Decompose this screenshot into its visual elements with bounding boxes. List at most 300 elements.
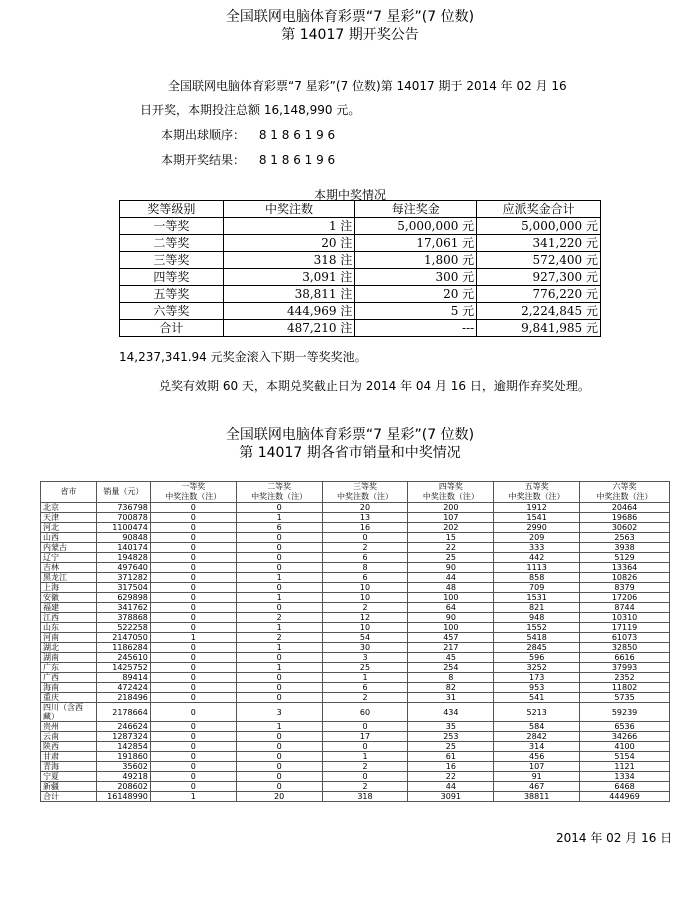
winner-count-cell: 2563 (580, 533, 670, 543)
province-name-cell: 辽宁 (41, 553, 97, 563)
winner-count-cell: 0 (150, 643, 236, 653)
prize-row (120, 286, 601, 303)
province-row (41, 762, 670, 772)
winner-count-cell: 6 (322, 553, 408, 563)
province-name-cell: 宁夏 (41, 772, 97, 782)
winner-count-cell: 1 (236, 722, 322, 732)
winner-count-cell: 1 (236, 513, 322, 523)
tier-unit: 中奖注数（注） (508, 492, 565, 501)
prize-cell: 2,224,845 元 (477, 303, 601, 320)
prize-cell: 20 元 (355, 286, 477, 303)
prize-cell: 1,800 元 (355, 252, 477, 269)
winner-count-cell: 0 (236, 782, 322, 792)
draw-result-label: 本期开奖结果： (161, 153, 246, 167)
prize-row (120, 303, 601, 320)
prize-table-body (120, 218, 601, 337)
winner-count-cell: 584 (494, 722, 580, 732)
header-cell: 应派奖金合计 (477, 201, 601, 218)
prize-cell: 776,220 元 (477, 286, 601, 303)
sales-cell: 1287324 (96, 732, 150, 742)
winner-count-cell: 2 (236, 613, 322, 623)
winner-count-cell: 0 (150, 513, 236, 523)
winner-count-cell: 434 (408, 703, 494, 722)
province-row (41, 742, 670, 752)
winner-count-cell: 0 (236, 752, 322, 762)
winner-count-cell: 200 (408, 503, 494, 513)
winner-count-cell: 1 (150, 633, 236, 643)
sales-cell: 208602 (96, 782, 150, 792)
province-row (41, 633, 670, 643)
winner-count-cell: 0 (322, 742, 408, 752)
province-name-cell: 江西 (41, 613, 97, 623)
winner-count-cell: 30 (322, 643, 408, 653)
winner-count-cell: 19686 (580, 513, 670, 523)
prize-cell: 五等奖 (120, 286, 224, 303)
prize-cell: 17,061 元 (355, 235, 477, 252)
province-name-cell: 湖南 (41, 653, 97, 663)
winner-count-cell: 0 (236, 653, 322, 663)
winner-count-cell: 6536 (580, 722, 670, 732)
winner-count-cell: 0 (150, 553, 236, 563)
province-section-subtitle: 第 14017 期各省市销量和中奖情况 (239, 445, 461, 461)
winner-count-cell: 38811 (494, 792, 580, 802)
winner-count-cell: 1 (236, 623, 322, 633)
winner-count-cell: 32850 (580, 643, 670, 653)
draw-order-value: 8 1 8 6 1 9 6 (258, 128, 336, 142)
sales-cell: 317504 (96, 583, 150, 593)
prize-cell: 318 注 (223, 252, 355, 269)
winner-count-cell: 59239 (580, 703, 670, 722)
province-row (41, 663, 670, 673)
winner-count-cell: 37993 (580, 663, 670, 673)
province-row (41, 593, 670, 603)
province-name-cell: 合计 (41, 792, 97, 802)
province-name-cell: 湖北 (41, 643, 97, 653)
prize-cell: 487,210 注 (223, 320, 355, 337)
tier-name: 五等奖 (524, 482, 549, 491)
winner-count-cell: 35 (408, 722, 494, 732)
tier-unit: 中奖注数（注） (596, 492, 653, 501)
winner-count-cell: 253 (408, 732, 494, 742)
sales-cell: 522258 (96, 623, 150, 633)
winner-count-cell: 0 (150, 523, 236, 533)
tier-header (408, 482, 494, 503)
sales-cell: 629898 (96, 593, 150, 603)
winner-count-cell: 91 (494, 772, 580, 782)
prize-cell: 444,969 注 (223, 303, 355, 320)
tier-header (580, 482, 670, 503)
winner-count-cell: 0 (150, 683, 236, 693)
province-name-cell: 重庆 (41, 693, 97, 703)
draw-order-row (161, 126, 335, 143)
sales-cell: 1425752 (96, 663, 150, 673)
province-row (41, 782, 670, 792)
tier-header (236, 482, 322, 503)
winner-count-cell: 0 (236, 603, 322, 613)
winner-count-cell: 0 (236, 732, 322, 742)
winner-count-cell: 64 (408, 603, 494, 613)
winner-count-cell: 31 (408, 693, 494, 703)
province-name-cell: 内蒙古 (41, 543, 97, 553)
winner-count-cell: 15 (408, 533, 494, 543)
prize-row (120, 252, 601, 269)
province-row (41, 772, 670, 782)
winner-count-cell: 8 (322, 563, 408, 573)
winner-count-cell: 0 (150, 703, 236, 722)
winner-count-cell: 0 (236, 683, 322, 693)
winner-count-cell: 2 (322, 543, 408, 553)
prize-table-caption: 本期中奖情况 (313, 188, 386, 202)
winner-count-cell: 6 (236, 523, 322, 533)
province-row (41, 603, 670, 613)
winner-count-cell: 0 (150, 663, 236, 673)
winner-count-cell: 107 (494, 762, 580, 772)
winner-count-cell: 0 (150, 762, 236, 772)
winner-count-cell: 6468 (580, 782, 670, 792)
winner-count-cell: 0 (236, 533, 322, 543)
winner-count-cell: 5735 (580, 693, 670, 703)
winner-count-cell: 10826 (580, 573, 670, 583)
winner-count-cell: 100 (408, 623, 494, 633)
province-name-cell: 福建 (41, 603, 97, 613)
winner-count-cell: 0 (150, 573, 236, 583)
province-row (41, 703, 670, 722)
sales-cell: 2147050 (96, 633, 150, 643)
tier-unit: 中奖注数（注） (165, 492, 222, 501)
winner-count-cell: 0 (322, 722, 408, 732)
winner-count-cell: 5213 (494, 703, 580, 722)
province-row (41, 673, 670, 683)
winner-count-cell: 10310 (580, 613, 670, 623)
province-name-cell: 新疆 (41, 782, 97, 792)
prize-cell: 341,220 元 (477, 235, 601, 252)
prize-row (120, 320, 601, 337)
province-row (41, 563, 670, 573)
province-row (41, 553, 670, 563)
province-name-cell: 广西 (41, 673, 97, 683)
province-name-cell: 四川（含西藏） (41, 703, 97, 722)
province-name-cell: 天津 (41, 513, 97, 523)
province-row (41, 613, 670, 623)
winner-count-cell: 1334 (580, 772, 670, 782)
winner-count-cell: 0 (150, 673, 236, 683)
tier-name: 六等奖 (612, 482, 637, 491)
winner-count-cell: 0 (150, 732, 236, 742)
province-name-cell: 山东 (41, 623, 97, 633)
winner-count-cell: 6 (322, 683, 408, 693)
winner-count-cell: 444969 (580, 792, 670, 802)
winner-count-cell: 6 (322, 573, 408, 583)
winner-count-cell: 3252 (494, 663, 580, 673)
province-row (41, 533, 670, 543)
prize-cell: 38,811 注 (223, 286, 355, 303)
winner-count-cell: 953 (494, 683, 580, 693)
winner-count-cell: 107 (408, 513, 494, 523)
province-name-cell: 贵州 (41, 722, 97, 732)
province-row (41, 573, 670, 583)
winner-count-cell: 0 (236, 673, 322, 683)
tier-header (494, 482, 580, 503)
tier-name: 一等奖 (181, 482, 206, 491)
winner-count-cell: 25 (322, 663, 408, 673)
sales-cell: 16148990 (96, 792, 150, 802)
sales-cell: 142854 (96, 742, 150, 752)
prize-row (120, 269, 601, 286)
prize-cell: 3,091 注 (223, 269, 355, 286)
winner-count-cell: 0 (150, 693, 236, 703)
winner-count-cell: 1552 (494, 623, 580, 633)
prize-cell: 20 注 (223, 235, 355, 252)
sales-cell: 246624 (96, 722, 150, 732)
winner-count-cell: 2 (322, 693, 408, 703)
sales-cell: 90848 (96, 533, 150, 543)
province-row (41, 683, 670, 693)
province-name-cell: 海南 (41, 683, 97, 693)
intro-line-1: 全国联网电脑体育彩票“7 星彩”(7 位数)第 14017 期于 2014 年 02 月 16 (168, 79, 567, 93)
tier-name: 四等奖 (438, 482, 463, 491)
winner-count-cell: 17 (322, 732, 408, 742)
winner-count-cell: 0 (150, 603, 236, 613)
header-cell: 中奖注数 (223, 201, 355, 218)
winner-count-cell: 61073 (580, 633, 670, 643)
tier-name: 三等奖 (352, 482, 377, 491)
prize-table-header (120, 201, 601, 218)
province-name-cell: 河南 (41, 633, 97, 643)
winner-count-cell: 5154 (580, 752, 670, 762)
province-name-cell: 甘肃 (41, 752, 97, 762)
winner-count-cell: 6616 (580, 653, 670, 663)
prize-cell: 二等奖 (120, 235, 224, 252)
prize-cell: 9,841,985 元 (477, 320, 601, 337)
sales-cell: 341762 (96, 603, 150, 613)
province-row (41, 693, 670, 703)
winner-count-cell: 61 (408, 752, 494, 762)
prize-cell: --- (355, 320, 477, 337)
winner-count-cell: 0 (322, 533, 408, 543)
winner-count-cell: 0 (150, 593, 236, 603)
winner-count-cell: 44 (408, 782, 494, 792)
footer-date: 2014 年 02 月 16 日 (556, 831, 673, 845)
prize-cell: 572,400 元 (477, 252, 601, 269)
province-name-cell: 广东 (41, 663, 97, 673)
winner-count-cell: 1531 (494, 593, 580, 603)
announcement-title: 全国联网电脑体育彩票“7 星彩”(7 位数) (225, 9, 475, 25)
winner-count-cell: 0 (236, 553, 322, 563)
winner-count-cell: 82 (408, 683, 494, 693)
winner-count-cell: 0 (150, 752, 236, 762)
province-name-cell: 青海 (41, 762, 97, 772)
winner-count-cell: 1 (236, 643, 322, 653)
winner-count-cell: 34266 (580, 732, 670, 742)
tier-header (150, 482, 236, 503)
winner-count-cell: 0 (236, 693, 322, 703)
winner-count-cell: 1 (322, 673, 408, 683)
winner-count-cell: 20464 (580, 503, 670, 513)
winner-count-cell: 0 (150, 563, 236, 573)
intro-line-2: 日开奖，本期投注总额 16,148,990 元。 (140, 103, 361, 117)
province-row (41, 643, 670, 653)
winner-count-cell: 2842 (494, 732, 580, 742)
expiry-note: 兑奖有效期 60 天，本期兑奖截止日为 2014 年 04 月 16 日，逾期作弃奖处理。 (159, 379, 590, 393)
province-row (41, 732, 670, 742)
prize-cell: 5,000,000 元 (355, 218, 477, 235)
winner-count-cell: 8 (408, 673, 494, 683)
province-name-cell: 吉林 (41, 563, 97, 573)
winner-count-cell: 1 (150, 792, 236, 802)
winner-count-cell: 5418 (494, 633, 580, 643)
prize-cell: 一等奖 (120, 218, 224, 235)
province-name-cell: 山西 (41, 533, 97, 543)
winner-count-cell: 0 (150, 533, 236, 543)
winner-count-cell: 333 (494, 543, 580, 553)
prize-table (119, 200, 601, 337)
draw-order-label: 本期出球顺序： (161, 128, 246, 142)
winner-count-cell: 0 (150, 503, 236, 513)
winner-count-cell: 22 (408, 772, 494, 782)
winner-count-cell: 0 (150, 782, 236, 792)
province-table-body (41, 503, 670, 802)
province-row (41, 543, 670, 553)
province-name-cell: 陕西 (41, 742, 97, 752)
winner-count-cell: 13 (322, 513, 408, 523)
winner-count-cell: 25 (408, 742, 494, 752)
winner-count-cell: 10 (322, 583, 408, 593)
province-header: 省市 (41, 482, 97, 503)
prize-cell: 合计 (120, 320, 224, 337)
sales-cell: 1100474 (96, 523, 150, 533)
winner-count-cell: 0 (150, 613, 236, 623)
winner-count-cell: 8379 (580, 583, 670, 593)
winner-count-cell: 22 (408, 543, 494, 553)
winner-count-cell: 11802 (580, 683, 670, 693)
province-table (40, 481, 670, 802)
winner-count-cell: 0 (322, 772, 408, 782)
winner-count-cell: 10 (322, 623, 408, 633)
announcement-subtitle: 第 14017 期开奖公告 (281, 27, 419, 43)
prize-cell: 1 注 (223, 218, 355, 235)
province-name-cell: 安徽 (41, 593, 97, 603)
province-row (41, 583, 670, 593)
sales-cell: 140174 (96, 543, 150, 553)
winner-count-cell: 596 (494, 653, 580, 663)
sales-cell: 497640 (96, 563, 150, 573)
province-row (41, 623, 670, 633)
sales-cell: 378868 (96, 613, 150, 623)
winner-count-cell: 0 (236, 742, 322, 752)
winner-count-cell: 8744 (580, 603, 670, 613)
winner-count-cell: 17119 (580, 623, 670, 633)
header-cell: 奖等级别 (120, 201, 224, 218)
province-row (41, 513, 670, 523)
sales-cell: 194828 (96, 553, 150, 563)
winner-count-cell: 202 (408, 523, 494, 533)
sales-header: 销量（元） (96, 482, 150, 503)
winner-count-cell: 709 (494, 583, 580, 593)
province-name-cell: 河北 (41, 523, 97, 533)
sales-cell: 700878 (96, 513, 150, 523)
sales-cell: 218496 (96, 693, 150, 703)
tier-unit: 中奖注数（注） (251, 492, 308, 501)
winner-count-cell: 10 (322, 593, 408, 603)
winner-count-cell: 1912 (494, 503, 580, 513)
sales-cell: 736798 (96, 503, 150, 513)
winner-count-cell: 30602 (580, 523, 670, 533)
winner-count-cell: 0 (236, 772, 322, 782)
province-name-cell: 云南 (41, 732, 97, 742)
province-name-cell: 北京 (41, 503, 97, 513)
draw-result-row (161, 151, 335, 168)
winner-count-cell: 0 (236, 583, 322, 593)
tier-unit: 中奖注数（注） (336, 492, 393, 501)
sales-cell: 371282 (96, 573, 150, 583)
sales-cell: 2178664 (96, 703, 150, 722)
sales-cell: 1186284 (96, 643, 150, 653)
winner-count-cell: 0 (236, 563, 322, 573)
winner-count-cell: 2 (322, 782, 408, 792)
winner-count-cell: 1113 (494, 563, 580, 573)
winner-count-cell: 1 (236, 593, 322, 603)
winner-count-cell: 3 (236, 703, 322, 722)
winner-count-cell: 16 (408, 762, 494, 772)
prize-cell: 三等奖 (120, 252, 224, 269)
winner-count-cell: 821 (494, 603, 580, 613)
winner-count-cell: 0 (150, 623, 236, 633)
winner-count-cell: 2 (236, 633, 322, 643)
prize-cell: 四等奖 (120, 269, 224, 286)
winner-count-cell: 1 (236, 573, 322, 583)
prize-cell: 300 元 (355, 269, 477, 286)
province-name-cell: 上海 (41, 583, 97, 593)
sales-cell: 35602 (96, 762, 150, 772)
winner-count-cell: 948 (494, 613, 580, 623)
province-table-header (41, 482, 670, 503)
winner-count-cell: 0 (236, 543, 322, 553)
tier-name: 二等奖 (267, 482, 292, 491)
sales-cell: 191860 (96, 752, 150, 762)
province-row (41, 653, 670, 663)
winner-count-cell: 442 (494, 553, 580, 563)
winner-count-cell: 3091 (408, 792, 494, 802)
winner-count-cell: 44 (408, 573, 494, 583)
prize-cell: 5 元 (355, 303, 477, 320)
winner-count-cell: 541 (494, 693, 580, 703)
winner-count-cell: 1121 (580, 762, 670, 772)
winner-count-cell: 3938 (580, 543, 670, 553)
province-row (41, 523, 670, 533)
tier-header (322, 482, 408, 503)
winner-count-cell: 0 (150, 742, 236, 752)
winner-count-cell: 54 (322, 633, 408, 643)
sales-cell: 245610 (96, 653, 150, 663)
winner-count-cell: 5129 (580, 553, 670, 563)
tier-unit: 中奖注数（注） (422, 492, 479, 501)
winner-count-cell: 0 (150, 583, 236, 593)
winner-count-cell: 0 (150, 653, 236, 663)
prize-cell: 六等奖 (120, 303, 224, 320)
winner-count-cell: 2 (322, 762, 408, 772)
header-cell: 每注奖金 (355, 201, 477, 218)
winner-count-cell: 456 (494, 752, 580, 762)
winner-count-cell: 457 (408, 633, 494, 643)
winner-count-cell: 2990 (494, 523, 580, 533)
winner-count-cell: 1 (322, 752, 408, 762)
winner-count-cell: 173 (494, 673, 580, 683)
winner-count-cell: 1 (236, 663, 322, 673)
province-name-cell: 黑龙江 (41, 573, 97, 583)
prize-cell: 927,300 元 (477, 269, 601, 286)
province-row (41, 752, 670, 762)
winner-count-cell: 0 (236, 503, 322, 513)
